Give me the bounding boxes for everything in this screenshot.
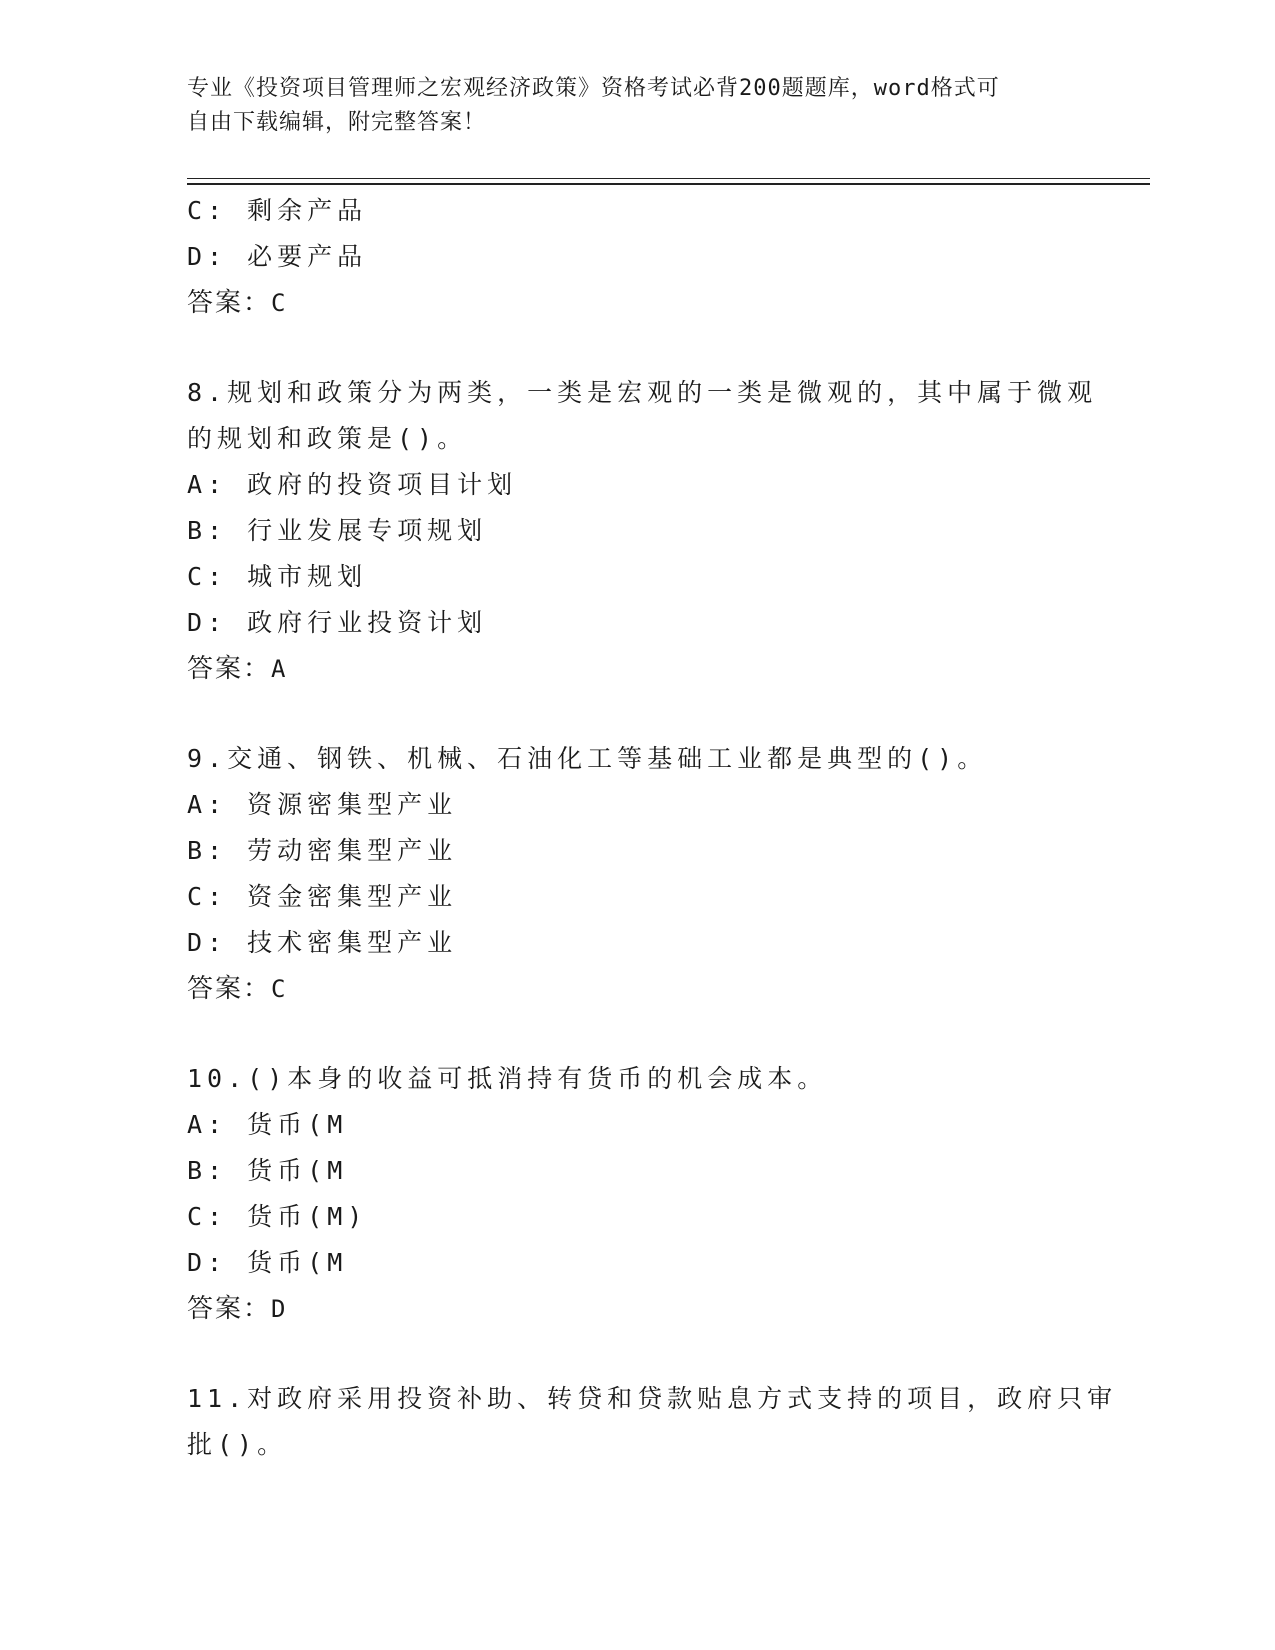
option-c: C: 剩余产品	[187, 196, 368, 225]
option-b: B: 劳动密集型产业	[187, 836, 458, 865]
option-b: B: 货币(M	[187, 1156, 348, 1185]
question-list	[187, 188, 1118, 1468]
question-text: 9.交通、钢铁、机械、石油化工等基础工业都是典型的()。	[187, 744, 988, 773]
answer-label: 答案：	[187, 1294, 272, 1324]
answer-line	[187, 966, 1087, 1012]
question-text: 10.()本身的收益可抵消持有货币的机会成本。	[187, 1064, 828, 1093]
option-c: C: 城市规划	[187, 562, 368, 591]
question-10	[187, 1056, 1087, 1332]
document-header	[187, 72, 1067, 140]
option-a: A: 政府的投资项目计划	[187, 470, 518, 499]
header-line-2: 自由下载编辑，附完整答案！	[187, 110, 487, 135]
option-a: A: 资源密集型产业	[187, 790, 458, 819]
answer-line	[187, 280, 1087, 326]
option-b: B: 行业发展专项规划	[187, 516, 488, 545]
answer-label: 答案：	[187, 288, 272, 318]
option-c: C: 资金密集型产业	[187, 882, 458, 911]
question-9	[187, 736, 1087, 1012]
answer-label: 答案：	[187, 974, 272, 1004]
header-divider-thick	[187, 183, 1150, 185]
option-d: D: 必要产品	[187, 242, 368, 271]
answer-line	[187, 646, 1087, 692]
option-a: A: 货币(M	[187, 1110, 348, 1139]
answer-label: 答案：	[187, 654, 272, 684]
option-d: D: 政府行业投资计划	[187, 608, 488, 637]
option-c: C: 货币(M)	[187, 1202, 368, 1231]
option-d: D: 货币(M	[187, 1248, 348, 1277]
question-text: 11.对政府采用投资补助、转贷和贷款贴息方式支持的项目，政府只审	[187, 1384, 1118, 1413]
header-divider-thin	[187, 178, 1150, 179]
answer-line	[187, 1286, 1087, 1332]
header-line-1: 专业《投资项目管理师之宏观经济政策》资格考试必背200题题库，word格式可	[187, 76, 1000, 101]
answer-value: D	[271, 1295, 288, 1323]
option-d: D: 技术密集型产业	[187, 928, 458, 957]
question-text-continued: 的规划和政策是()。	[187, 424, 468, 453]
question-8	[187, 370, 1098, 692]
question-text: 8.规划和政策分为两类，一类是宏观的一类是微观的，其中属于微观	[187, 378, 1098, 407]
question-text-continued: 批()。	[187, 1430, 288, 1459]
answer-value: C	[271, 975, 288, 1003]
answer-value: A	[271, 655, 288, 683]
answer-value: C	[271, 289, 288, 317]
question-11	[187, 1376, 1118, 1468]
question-7-continued	[187, 188, 1087, 326]
